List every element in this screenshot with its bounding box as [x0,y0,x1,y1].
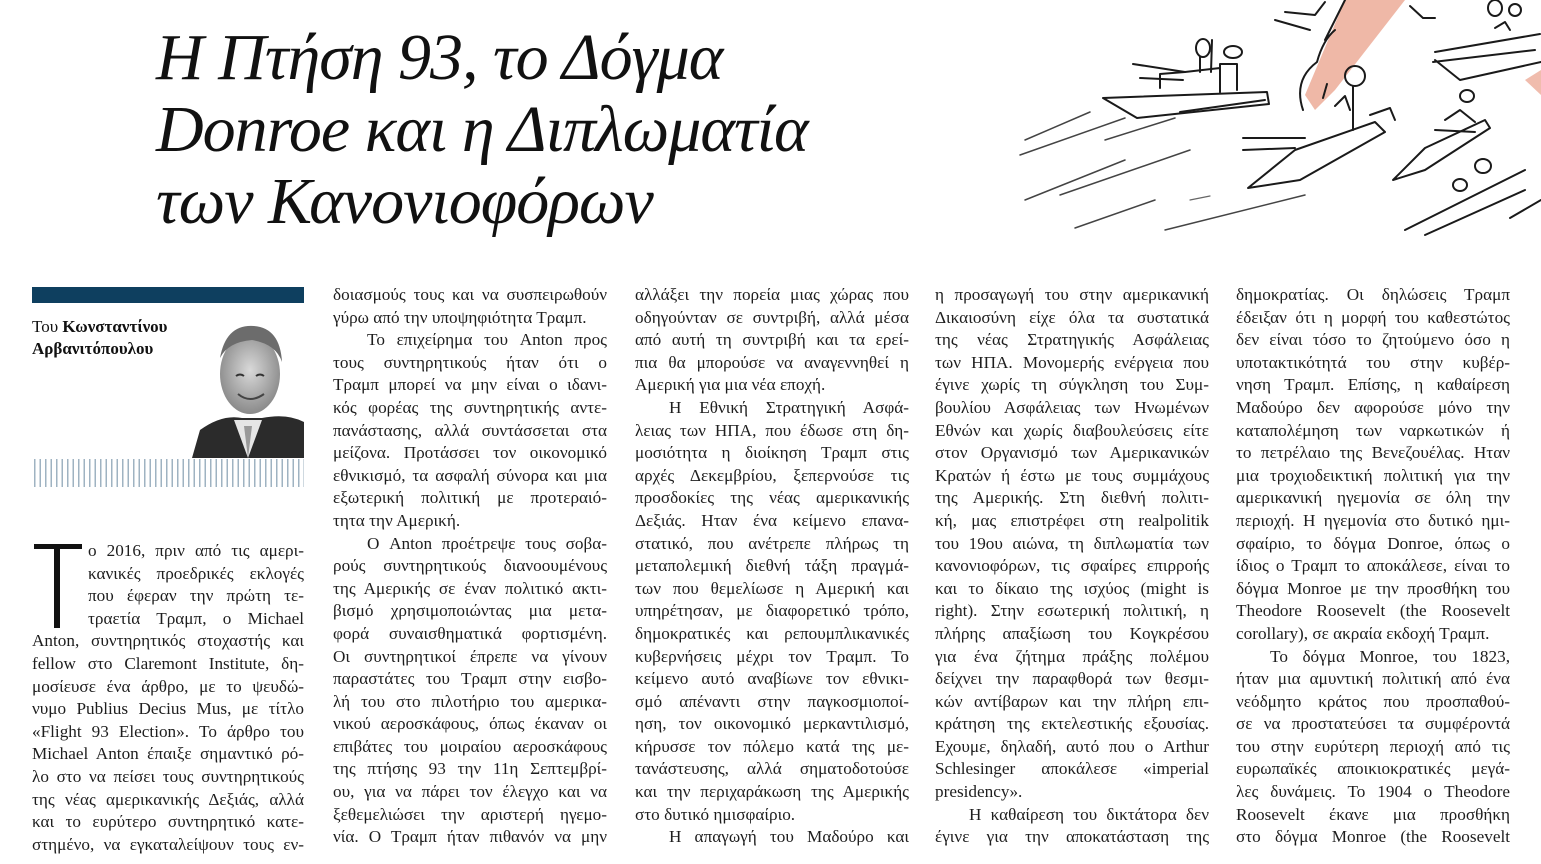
text-line: και το δίκαιο της ισχύος (might is [935,578,1209,598]
text-line: ου, για να πάρει τον έλεγχο και να [333,782,607,802]
text-line: εθνικισμό, τα ασφαλή σύνορα και μια [333,465,607,485]
text-line: αρχές Δεκεμβρίου, ξεπερνούσε τις [635,465,909,485]
text-line: γύρω από την υποψηφιότητα Τραμπ. [333,307,587,327]
text-line: ρούς συντηρητικούς διανοουμένους [333,556,607,576]
text-line: λή του στο πιλοτήριο του αμερικα- [333,691,607,711]
text-line: μεταπολεμική διεθνή τάξη πραγμά- [635,556,909,576]
text-line: της πτήσης 93 την 11η Σεπτεμβρί- [333,759,607,779]
text-line: Η απαγωγή του Μαδούρο και [669,827,909,847]
article-column-4 [935,284,1209,849]
text-line: και το ευρύτερο συντηρητικό κατε- [32,812,304,832]
text-line: η προσαγωγή του στην αμερικανική [935,285,1209,304]
text-line: κείμενο αυτό αναβίωνε τον εθνικι- [635,669,909,689]
text-line: από αυτή τη συντριβή και τα ερεί- [635,330,909,350]
text-line: corollary), σε ακραία εκδοχή Τραμπ. [1236,623,1490,643]
text-line: της Αμερικής. Στη διεθνή πολιτι- [935,488,1209,508]
article-headline [156,22,976,238]
text-line: κανονιοφόρων, τις σφαίρες επιρροής [935,556,1209,576]
text-line: προσδοκίες της νέας αμερικανικής [635,488,909,508]
text-line: τους συντηρητικούς ήταν ότι ο [333,352,607,372]
text-line: ξεθεμελιώσει την αριστερή ηγεμο- [333,804,607,824]
headline-line: Donroe και η Διπλωματία [156,93,808,166]
text-line: κών αντίβαρων και την πλήρη επι- [935,691,1209,711]
text-line: Schlesinger αποκάλεσε «imperial [935,759,1209,779]
text-line: λειας των ΗΠΑ, που έδωσε στη δη- [635,420,909,440]
text-line: Το δόγμα Monroe, του 1823, [1270,646,1510,666]
text-line: φορά συναισθηματικά φορτισμένη. [333,623,607,643]
text-line: Michael Anton έπαιξε σημαντικό ρό- [32,744,304,764]
text-line: νικού αεροσκάφους, όπως έκαναν οι [333,714,607,734]
text-line: δόγμα Monroe με την προσθήκη του [1236,578,1510,598]
text-line: υποτακτικότητά του στην κυβέρ- [1236,352,1510,372]
text-line: και την περιχαράκωση της Αμερικής [635,782,909,802]
text-line: Η Εθνική Στρατηγική Ασφά- [669,397,909,417]
text-line: μοσίευσε ένα άρθρο, με το ψευδώ- [32,676,304,696]
text-line: σφαίριο, το δόγμα Donroe, όπως ο [1236,533,1510,553]
text-line: βισμό χρησιμοποιώντας μια μετα- [333,601,607,621]
headline-line: Η Πτήση 93, το Δόγμα [156,21,723,94]
text-line: Εχουμε, δηλαδή, αυτό που ο Arthur [935,736,1209,756]
text-line: επιβάτες του μοιραίου αεροσκάφους [333,736,607,756]
text-line: στημένο, να εγκαταλείψουν τους εν- [32,834,304,854]
article-column-2 [333,284,607,849]
text-line: περιοχή. Η ηγεμονία στο δυτικό ημι- [1236,510,1510,530]
text-line: Μαδούρο δεν αφορούσε μόνο την [1236,397,1510,417]
article-column-3 [635,284,909,849]
text-line: κή, μας επιστρέφει στη realpolitik [935,510,1209,530]
text-line: στο δυτικό ημισφαίριο. [635,804,796,824]
text-line: στατικό, που ανέτρεπε πλήρως τη [635,533,909,553]
text-line: Δεξιάς. Ηταν ένα κείμενο επανα- [635,510,909,530]
text-line: της Αμερικής σε έναν πολιτικό ακτι- [333,578,607,598]
text-line: υπηρέτησαν, με διαφορετικό τρόπο, [635,601,909,621]
text-line: κήρυσσε τον πόλεμο κατά της με- [635,736,909,756]
text-line: τραετία Τραμπ, ο Michael [88,608,304,628]
text-line: σμό απέναντι στην παγκοσμιοποί- [635,691,909,711]
text-line: Ο Anton προέτρεψε τους σοβα- [367,533,607,553]
text-line: δημοκρατικές και ρεπουμπλικανικές [635,623,909,643]
text-line: right). Στην εσωτερική πολιτική, η [935,601,1209,621]
text-line: Οι συντηρητικοί έπρεπε να γίνουν [333,646,607,666]
text-line: λες δυνάμεις. Το 1904 ο Theodore [1236,782,1510,802]
text-line: Anton, συντηρητικός στοχαστής και [32,631,304,651]
text-line: που έφεραν την πρώτη τε- [88,586,304,606]
text-line: καταπολέμηση των ναρκωτικών ή [1236,420,1510,440]
text-line: Theodore Roosevelt (the Roosevelt [1236,601,1510,621]
text-line: «Flight 93 Election». Το άρθρο του [32,721,304,741]
text-line: έγινε για την αποκατάσταση της [935,827,1209,847]
text-line: δημοκρατίας. Οι δηλώσεις Τραμπ [1236,285,1510,304]
text-line: τανάστευσης, αλλά σηματοδοτούσε [635,759,909,779]
text-line: Κρατών ή έστω με τους συμμάχους [935,465,1209,485]
text-line: μείζονα. Προτάσσει τον οικονομικό [333,443,607,463]
text-line: Τραμπ μπορεί να μην είναι ο ιδανι- [333,375,607,395]
text-line: μια τροχιοδεικτική πολιτική για την [1236,465,1510,485]
text-line: νία. Ο Τραμπ ήταν πιθανόν να μην [333,827,607,847]
text-line: το πετρέλαιο της Βενεζουέλας. Ηταν [1236,443,1510,463]
text-line: κυβερνήσεις μέχρι τον Τραμπ. Το [635,646,909,666]
text-line: για ένα ζήτημα πράξης πολέμου [935,646,1209,666]
text-line: ίδιος ο Τραμπ το αποκάλεσε, είναι το [1236,556,1510,576]
text-line: νηση Τραμπ. Επίσης, η καθαίρεση [1236,375,1510,395]
text-line: έγινε χωρίς τη σύγκληση του Συμ- [935,375,1209,395]
text-line: νυμο Publius Decius Mus, με τίτλο [32,699,304,719]
headline-line: των Κανονιοφόρων [156,165,653,238]
text-line: στον Οργανισμό των Αμερικανικών [935,443,1209,463]
text-line: ο 2016, πριν από τις αμερι- [88,541,304,560]
text-line: ήταν μια αμυντική πολιτική από ένα [1236,669,1510,689]
text-line: της νέας Στρατηγικής Ασφάλειας [935,330,1209,350]
text-line: πανάστασης, αλλά συντάσσεται στα [333,420,607,440]
text-line: κός φορέας της συντηρητικής αντε- [333,397,607,417]
text-line: Δικαιοσύνη είχε όλα τα συστατικά [935,307,1209,327]
text-line: στο δόγμα Monroe (the Roosevelt [1236,827,1510,847]
text-line: κανικές προεδρικές εκλογές [88,563,304,583]
article-column-5 [1236,284,1510,849]
text-line: του στην ευρύτερη περιοχή από τις [1236,736,1510,756]
text-line: presidency». [935,782,1023,802]
text-line: δοιασμούς τους και να συσπειρωθούν [333,285,607,304]
text-line: πλήρης απαξίωση του Κογκρέσου [935,623,1209,643]
text-line: ευρωπαϊκές αποικιοκρατικές μεγά- [1236,759,1510,779]
text-line: μοσιότητα η διοίκηση Τραμπ στις [635,443,909,463]
text-line: Roosevelt έκανε μια προσθήκη [1236,804,1510,824]
text-line: αμερικανική ηγεμονία σε όλη την [1236,488,1510,508]
text-line: της νέας αμερικανικής Δεξιάς, αλλά [32,789,304,809]
text-line: οδηγούνταν σε συντριβή, αλλά μέσα [635,307,909,327]
text-line: fellow στο Claremont Institute, δη- [32,653,304,673]
byline-prefix: Του [32,317,59,336]
text-line: Η καθαίρεση του δικτάτορα δεν [969,804,1209,824]
text-line: κράτηση της εκτελεστικής εξουσίας. [935,714,1209,734]
text-line: τητα την Αμερική. [333,510,461,530]
text-line: αλλάξει την πορεία μιας χώρας που [635,285,909,304]
text-line: εξωτερική πολιτική με προτεραιό- [333,488,607,508]
text-line: δείχνει την παραφθορά των θεσμι- [935,669,1209,689]
text-line: λο στο να πείσει τους συντηρητικούς [32,766,304,786]
text-line: πια θα μπορούσε να αναγεννηθεί η [635,352,909,372]
text-line: των που θεμελίωσε η Αμερική και [635,578,909,598]
text-line: δεν είναι τόσο το ζητούμενο όσο η [1236,330,1510,350]
text-line: βουλίου Ασφάλειας των Ηνωμένων [935,397,1209,417]
text-line: Το επιχείρημα του Anton προς [367,330,607,350]
text-line: σε να προστατεύσει τα συμφέροντά [1236,714,1510,734]
text-line: Εθνών και χωρίς διαβουλεύσεις είτε [935,420,1209,440]
text-line: των ΗΠΑ. Μονομερής ενέργεια που [935,352,1209,372]
text-line: Αμερική για μια νέα εποχή. [635,375,826,395]
author-last-name: Αρβανιτόπουλου [32,339,154,358]
text-line: παραστάτες του Τραμπ στην εισβο- [333,669,607,689]
text-line: του 19ου αιώνα, τη διπλωματία των [935,533,1209,553]
text-line: ηση, τον οικονομικό μερκαντιλισμό, [635,714,909,734]
text-line: νεόδμητο κράτος που προσπαθού- [1236,691,1510,711]
article-body [0,284,1541,864]
text-line: έδειξαν ότι η μορφή του καθεστώτος [1236,307,1510,327]
author-first-name: Κωνσταντίνου [62,317,168,336]
gunboats-illustration [1005,0,1541,240]
